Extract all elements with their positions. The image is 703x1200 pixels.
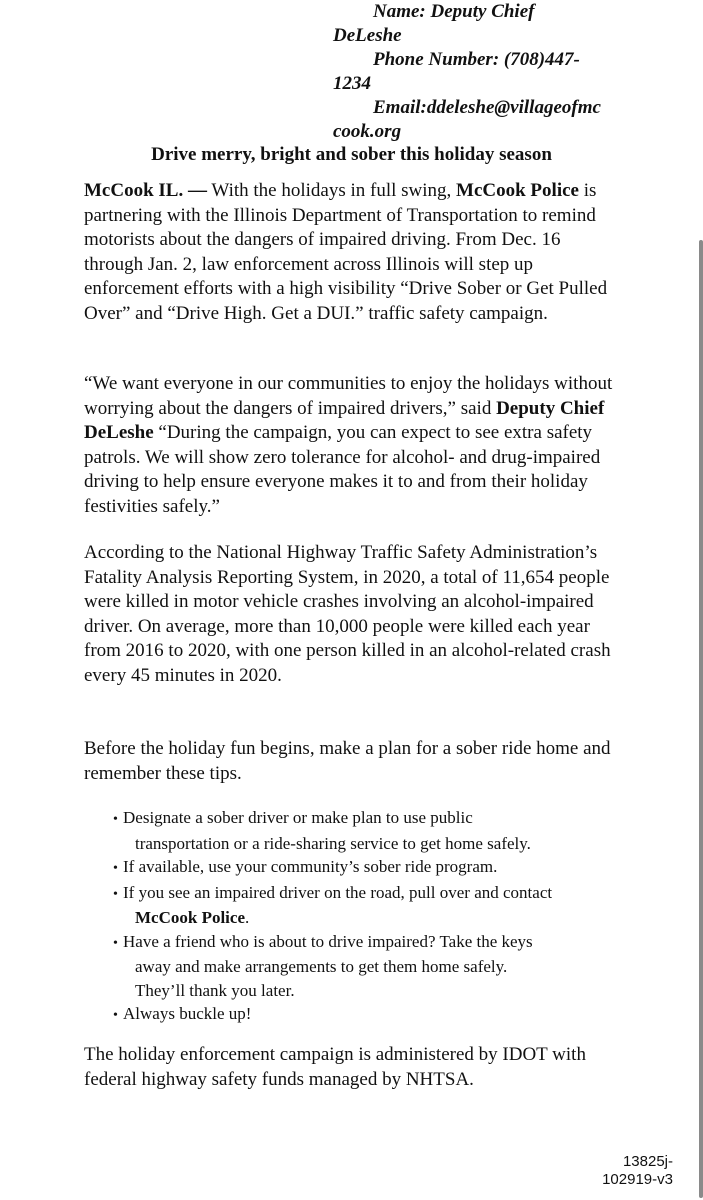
tip-text: Designate a sober driver or make plan to use public	[123, 808, 473, 827]
contact-email-label: Email:ddeleshe@villageofmc	[373, 97, 601, 118]
document-code-line-1: 13825j-	[622, 1153, 673, 1170]
agency-name-bold: McCook Police	[135, 908, 245, 927]
dateline: McCook IL. —	[84, 180, 207, 201]
quote-text-1: “We want everyone in our communities to enjoy the holidays without worrying about the dangers of impaired drivers,” said	[84, 373, 613, 419]
bullet-icon: •	[113, 861, 118, 876]
paragraph-quote	[84, 372, 624, 519]
list-item	[113, 930, 633, 1003]
paragraph-intro	[84, 179, 624, 326]
document-code	[602, 1153, 673, 1189]
contact-block	[333, 0, 633, 144]
contact-email-value: cook.org	[333, 121, 402, 142]
tips-list	[113, 806, 633, 1028]
intro-text-2: is partnering with the Illinois Department of Transportation to remind motorists about the dangers of impaired driving. From Dec. 16 through Jan. 2, law enforcement across Illinois will step up enforcement efforts with a high visibility “Drive Sober or Get Pulled Over” and “Drive High. Get a DUI.” traffic safety campaign.	[84, 180, 608, 324]
speaker-name: Deputy Chief DeLeshe	[84, 397, 605, 443]
tip-text-continued	[113, 906, 633, 930]
tip-text-continued: transportation or a ride-sharing service to get home safely.	[135, 833, 531, 853]
headline: Drive merry, bright and sober this holiday season	[151, 144, 552, 165]
list-item	[113, 855, 633, 881]
list-item	[113, 1002, 633, 1028]
paragraph-tips-intro: Before the holiday fun begins, make a plan for a sober ride home and remember these tips.	[84, 738, 611, 784]
document-code-line-2: 102919-v3	[602, 1171, 673, 1188]
tip-text: If available, use your community’s sober ride program.	[123, 857, 498, 876]
tip-period: .	[245, 908, 250, 927]
bullet-icon: •	[113, 1008, 118, 1023]
intro-text-1: With the holidays in full swing,	[206, 180, 457, 201]
contact-name-value: DeLeshe	[333, 25, 402, 46]
list-item	[113, 881, 633, 930]
scrollbar[interactable]	[699, 240, 703, 1198]
paragraph-statistics: According to the National Highway Traffic Safety Administration’s Fatality Analysis Reporting System, in 2020, a total of 11,654 people were killed in motor vehicle crashes involving an alcohol-impaired driver. On average, more than 10,000 people were killed each year from 2016 to 2020, with one person killed in an alcohol-related crash every 45 minutes in 2020.	[84, 542, 611, 686]
tip-text: Always buckle up!	[123, 1004, 252, 1023]
tip-text: Have a friend who is about to drive impaired? Take the keys	[123, 931, 533, 951]
contact-name-label: Name: Deputy Chief	[373, 1, 535, 22]
tip-text-continued: They’ll thank you later.	[135, 980, 295, 1000]
bullet-icon: •	[113, 935, 118, 951]
list-item	[113, 806, 633, 855]
quote-text-2: “During the campaign, you can expect to see extra safety patrols. We will show zero tolerance for alcohol- and drug-impaired driving to help ensure everyone makes it to and from their holiday festivities safely.”	[84, 422, 601, 517]
contact-phone-value: 1234	[333, 73, 371, 94]
paragraph-funding: The holiday enforcement campaign is administered by IDOT with federal highway safety funds managed by NHTSA.	[84, 1044, 586, 1090]
agency-name: McCook Police	[456, 180, 579, 201]
bullet-icon: •	[113, 886, 118, 902]
tip-text: If you see an impaired driver on the road, pull over and contact	[123, 882, 553, 902]
tip-text-continued: away and make arrangements to get them home safely.	[135, 957, 508, 976]
bullet-icon: •	[113, 812, 118, 827]
contact-phone-label: Phone Number: (708)447-	[373, 49, 580, 70]
